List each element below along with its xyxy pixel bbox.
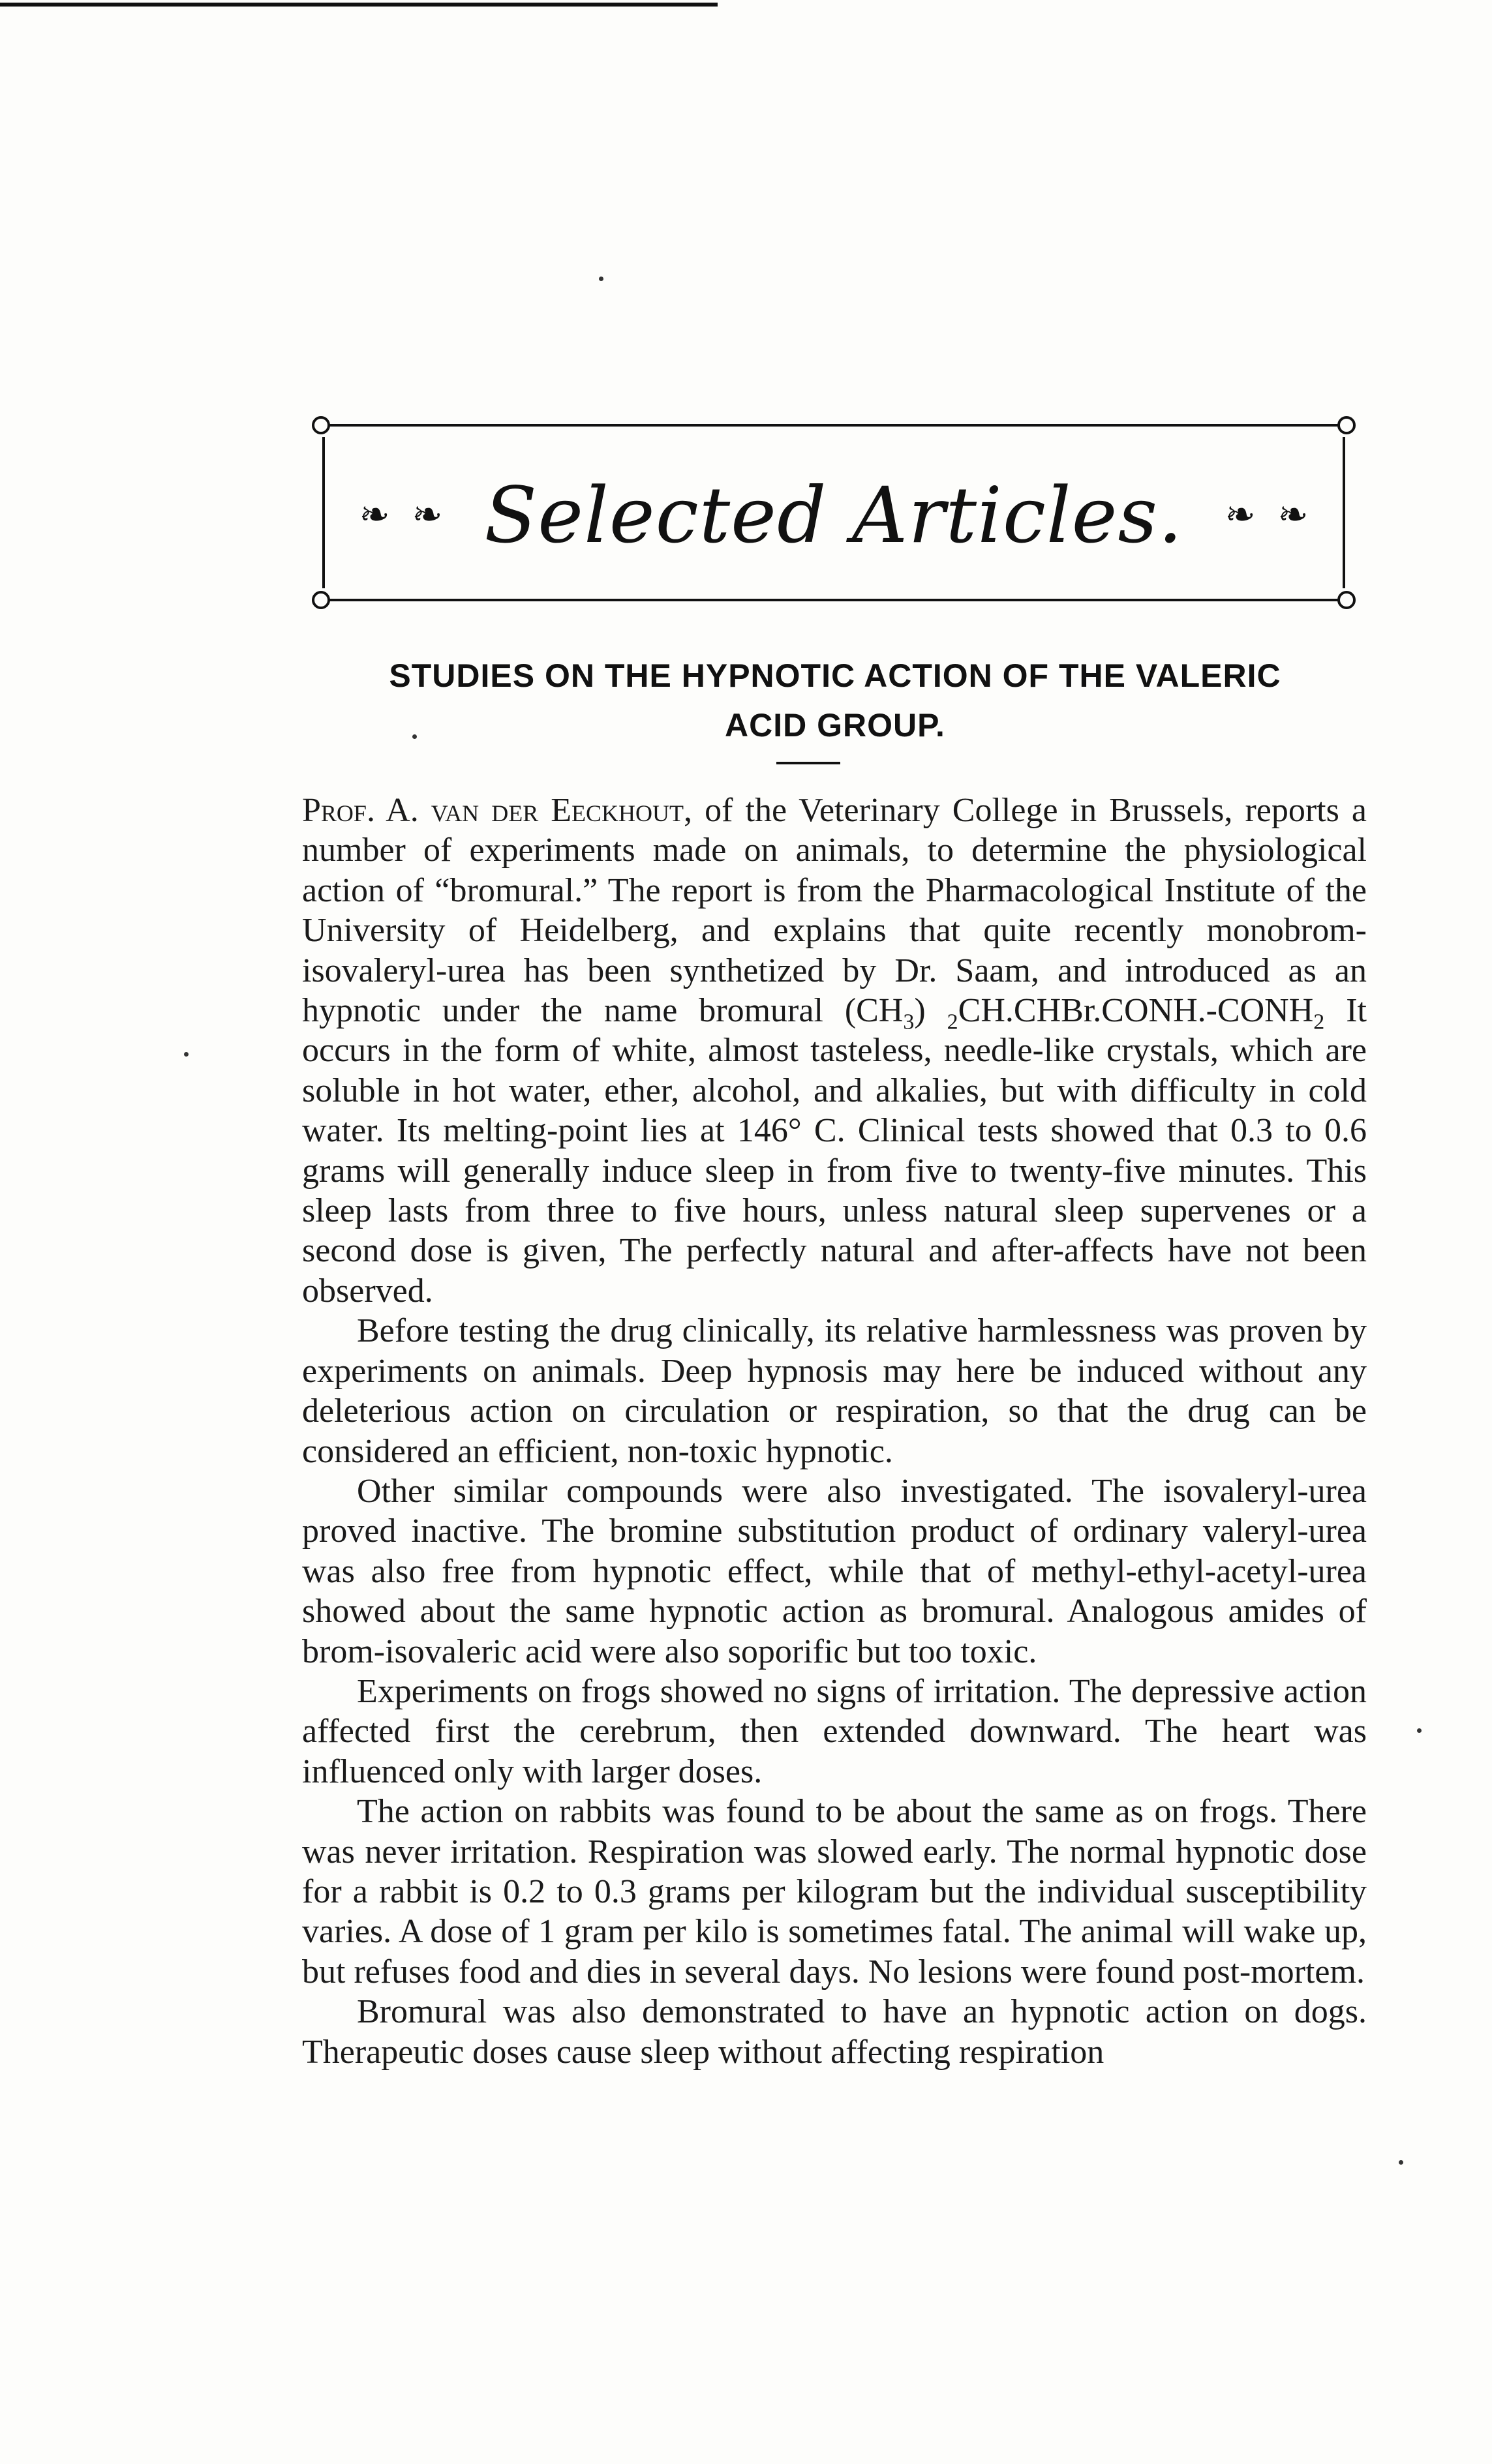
leaf-ornament-icon: ❧ — [1277, 494, 1309, 536]
paragraph: Other similar compounds were also investigated. The isovaleryl-urea proved inactive. The bromine substitution product of ordinary valeryl-urea was also free from hypnotic effect, while that of methyl-ethyl-acetyl-urea showed about the same hypnotic action as bromural. Analogous amides of brom-isovaleric acid were also soporific but too toxic. — [302, 1472, 1367, 1670]
leaf-ornament-icon: ❧ — [412, 494, 443, 536]
paragraph: Experiments on frogs showed no signs of irritation. The depressive action affected first the cerebrum, then extended downward. The heart was influenced only with larger doses. — [302, 1672, 1367, 1790]
article-title-line: ACID GROUP. — [725, 707, 945, 744]
corner-ornament — [1337, 416, 1356, 434]
leaf-ornament-icon: ❧ — [1225, 494, 1256, 536]
article-title — [300, 651, 1370, 750]
article-title-line: STUDIES ON THE HYPNOTIC ACTION OF THE VALERIC — [389, 657, 1281, 694]
header-title-row — [316, 463, 1352, 567]
header-bottom-rule — [316, 599, 1352, 601]
leaf-ornament-icon: ❧ — [359, 494, 390, 536]
paragraph: The action on rabbits was found to be about the same as on frogs. There was never irritation. Respiration was slowed early. The normal hypnotic dose for a rabbit is 0.2 to 0.3 grams per kilogram but the individual susceptibility varies. A dose of 1 gram per kilo is sometimes fatal. The animal will wake up, but refuses food and dies in several days. No lesions were found post-mortem. — [302, 1793, 1367, 1991]
corner-ornament — [312, 591, 330, 609]
title-divider — [776, 762, 840, 764]
corner-ornament — [1337, 591, 1356, 609]
paragraph: Prof. A. van der Eeckhout, of the Veterinary College in Brussels, reports a number of experiments made on animals, to determine the physiological action of “bromural.” The report is from the Pharmacological Institute of the University of Heidelberg, and explains that quite recently monobrom-isovaleryl-urea has been synthetized by Dr. Saam, and introduced as an hypnotic under the name bromural $(CH_3)$ $_2CH.CHBr.CONH.-CONH_2$ It occurs in the form of white, almost tasteless, needle-like crystals, which are soluble in hot water, ether, alcohol, and alkalies, but with difficulty in cold water. Its melting-point lies at 146° C. Clinical tests showed that 0.3 to 0.6 grams will generally induce sleep in from five to twenty-five minutes. This sleep lasts from three to five hours, unless natural sleep supervenes or a second dose is given, The perfectly natural and after-affects have not been observed. — [302, 792, 1367, 1310]
speck — [599, 277, 603, 281]
header-top-rule — [316, 424, 1352, 427]
corner-ornament — [312, 416, 330, 434]
speck — [1417, 1728, 1422, 1733]
author-name: Prof. A. van der Eeckhout — [302, 792, 684, 829]
article-body — [302, 790, 1367, 2072]
paragraph: Bromural was also demonstrated to have an hypnotic action on dogs. Therapeutic doses cause sleep without affecting respiration — [302, 1993, 1367, 2071]
section-header-box — [316, 424, 1352, 601]
speck — [1399, 2160, 1403, 2165]
speck — [184, 1052, 189, 1057]
section-title: Selected Articles. — [484, 470, 1183, 560]
paragraph: Before testing the drug clinically, its relative harmlessness was proven by experiments on animals. Deep hypnosis may here be induced without any deleterious action on circulation or respiration, so that the drug can be considered an efficient, non-toxic hypnotic. — [302, 1312, 1367, 1470]
top-edge-rule — [0, 3, 718, 7]
